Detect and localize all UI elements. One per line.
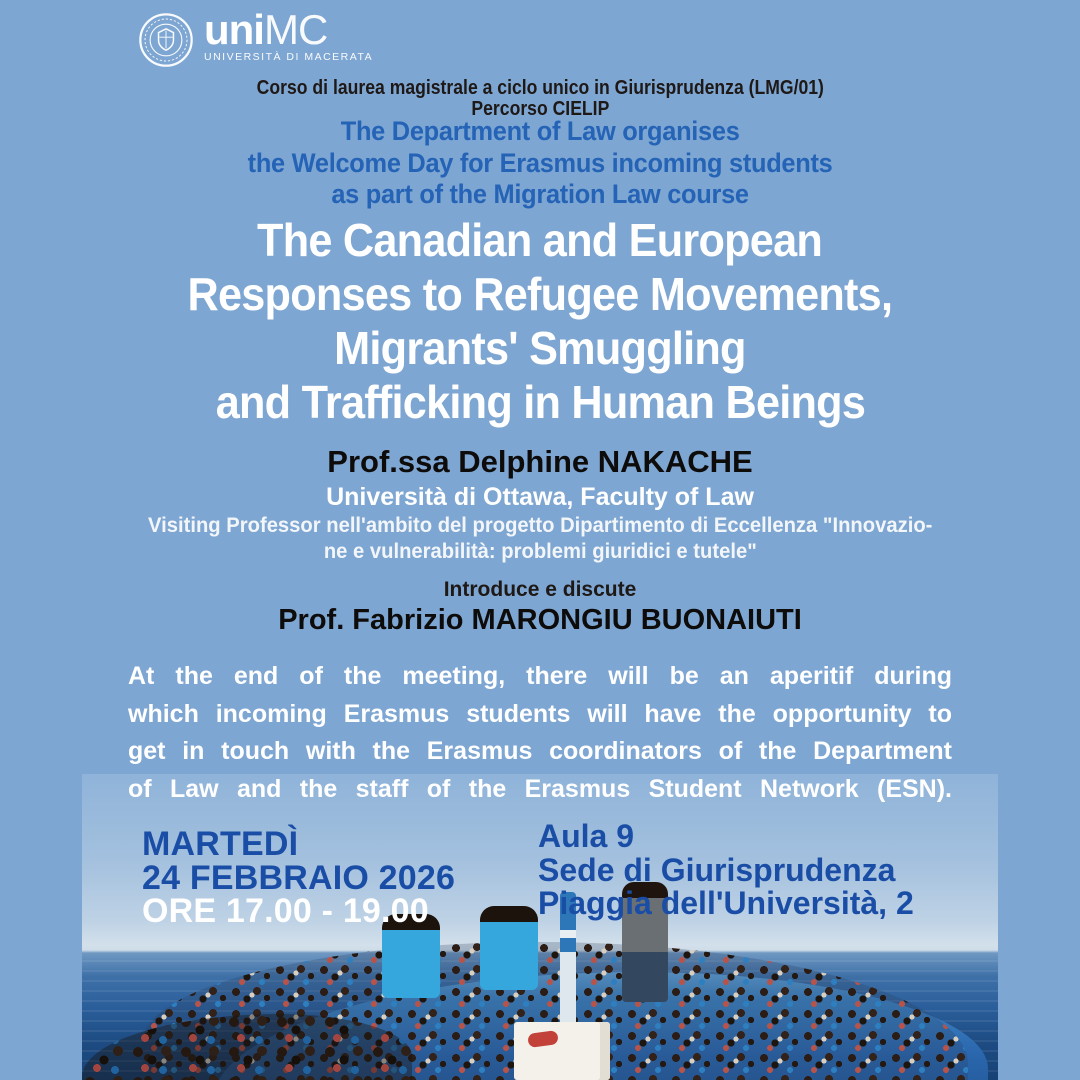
rescuer-figure xyxy=(480,906,538,990)
course-block xyxy=(0,78,1080,120)
event-location xyxy=(538,820,914,921)
organiser-block xyxy=(0,116,1080,211)
logo-wordmark-uni: uni xyxy=(204,6,264,53)
logo-wordmark-mc: MC xyxy=(263,6,328,53)
paragraph-line: At the end of the meeting, there will be an aperitif during xyxy=(128,662,952,690)
speaker-role-line: ne e vulnerabilità: problemi giuridici e tutele" xyxy=(323,539,757,563)
event-room: Aula 9 xyxy=(538,818,635,854)
title-line: Responses to Refugee Movements, xyxy=(187,268,893,320)
title-line: The Canadian and European xyxy=(257,214,823,266)
page-title xyxy=(0,213,1080,429)
event-time: ORE 17.00 - 19.00 xyxy=(142,892,429,930)
aperitif-paragraph xyxy=(128,658,952,808)
speaker-role-line: Visiting Professor nell'ambito del progetto Dipartimento di Eccellenza "Innovazio- xyxy=(147,513,933,537)
event-date: 24 FEBBRAIO 2026 xyxy=(142,858,456,897)
university-seal-icon xyxy=(138,12,194,68)
title-line: and Trafficking in Human Beings xyxy=(215,376,865,428)
organiser-line: The Department of Law organises xyxy=(340,116,740,146)
event-datetime xyxy=(142,825,456,930)
discussant-name: Prof. Fabrizio MARONGIU BUONAIUTI xyxy=(278,604,802,636)
speaker-affiliation: Università di Ottawa, Faculty of Law xyxy=(326,483,754,511)
paragraph-line: of Law and the staff of the Erasmus Student Network (ESN). xyxy=(128,774,952,803)
discussant-intro: Introduce e discute xyxy=(443,578,637,601)
organiser-line: the Welcome Day for Erasmus incoming students xyxy=(247,147,833,178)
logo-subtitle: UNIVERSITÀ DI MACERATA xyxy=(204,51,374,63)
title-line: Migrants' Smuggling xyxy=(334,322,746,374)
aid-box xyxy=(514,1022,610,1080)
speaker-role xyxy=(0,512,1080,564)
course-line-2: Percorso CIELIP xyxy=(471,98,609,120)
unimc-logo xyxy=(138,6,374,68)
organiser-line: as part of the Migration Law course xyxy=(331,179,749,209)
paragraph-line: get in touch with the Erasmus coordinators of the Department xyxy=(128,737,952,766)
event-venue: Sede di Giurisprudenza xyxy=(538,851,896,888)
event-address: Piaggia dell'Università, 2 xyxy=(538,885,914,921)
paragraph-line: which incoming Erasmus students will have the opportunity to xyxy=(128,699,952,728)
course-line-1: Corso di laurea magistrale a ciclo unico in Giurisprudenza (LMG/01) xyxy=(256,77,824,99)
logo-wordmark xyxy=(204,6,373,53)
event-day: MARTEDÌ xyxy=(142,825,299,863)
speaker-name: Prof.ssa Delphine NAKACHE xyxy=(327,444,753,479)
